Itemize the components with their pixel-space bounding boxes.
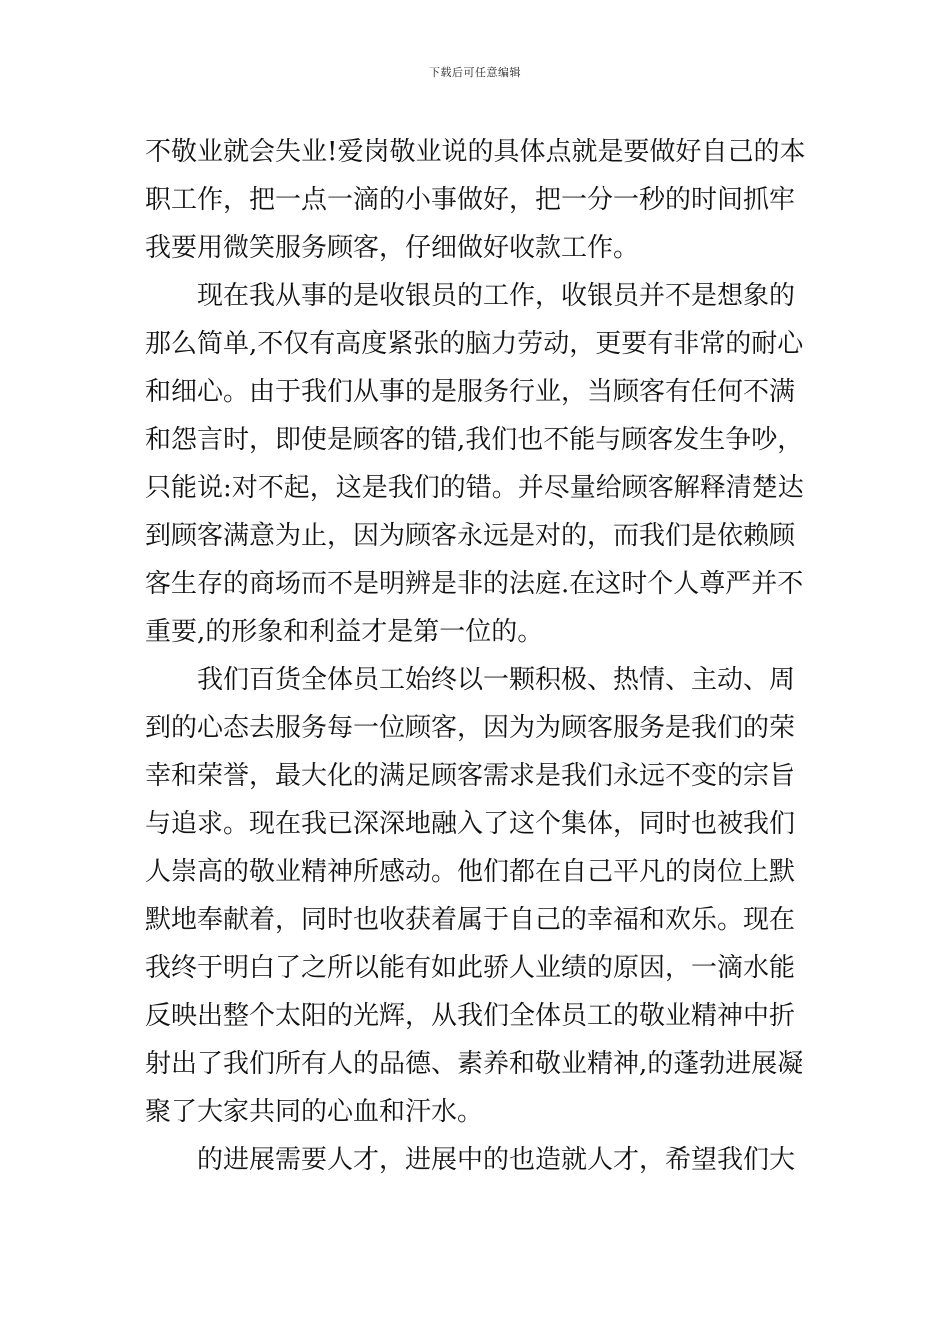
text-line: 客生存的商场而不是明辨是非的法庭.在这时个人尊严并不 [145,569,804,599]
text-line: 的进展需要人才，进展中的也造就人才，希望我们大 [197,1145,796,1175]
text-line: 和细心。由于我们从事的是服务行业，当顾客有任何不满 [145,377,796,407]
text-line: 反映出整个太阳的光辉，从我们全体员工的敬业精神中折 [145,1001,796,1031]
page-header: 下载后可任意编辑 [429,66,521,79]
text-line: 聚了大家共同的心血和汗水。 [145,1097,484,1127]
text-line: 职工作，把一点一滴的小事做好，把一分一秒的时间抓牢 [145,185,796,215]
text-line: 与追求。现在我已深深地融入了这个集体，同时也被我们 [145,809,796,839]
text-line: 幸和荣誉，最大化的满足顾客需求是我们永远不变的宗旨 [145,761,796,791]
document-body [145,128,810,1184]
text-line: 现在我从事的是收银员的工作，收银员并不是想象的 [197,281,796,311]
text-line: 我终于明白了之所以能有如此骄人业绩的原因，一滴水能 [145,953,796,983]
text-line: 那么简单,不仅有高度紧张的脑力劳动，更要有非常的耐心 [145,329,804,359]
text-line: 和怨言时，即使是顾客的错,我们也不能与顾客发生争吵， [145,425,804,455]
text-line: 到的心态去服务每一位顾客，因为为顾客服务是我们的荣 [145,713,796,743]
text-line: 到顾客满意为止，因为顾客永远是对的，而我们是依赖顾 [145,521,796,551]
text-line: 我们百货全体员工始终以一颗积极、热情、主动、周 [197,665,796,695]
text-line: 射出了我们所有人的品德、素养和敬业精神,的蓬勃进展凝 [145,1049,804,1079]
text-line: 默地奉献着，同时也收获着属于自己的幸福和欢乐。现在 [145,905,796,935]
text-line: 人崇高的敬业精神所感动。他们都在自己平凡的岗位上默 [145,857,796,887]
text-line: 只能说:对不起，这是我们的错。并尽量给顾客解释清楚达 [145,473,804,503]
text-line: 不敬业就会失业!爱岗敬业说的具体点就是要做好自己的本 [145,137,806,167]
text-line: 重要,的形象和利益才是第一位的。 [145,617,544,647]
text-line: 我要用微笑服务顾客，仔细做好收款工作。 [145,233,640,263]
